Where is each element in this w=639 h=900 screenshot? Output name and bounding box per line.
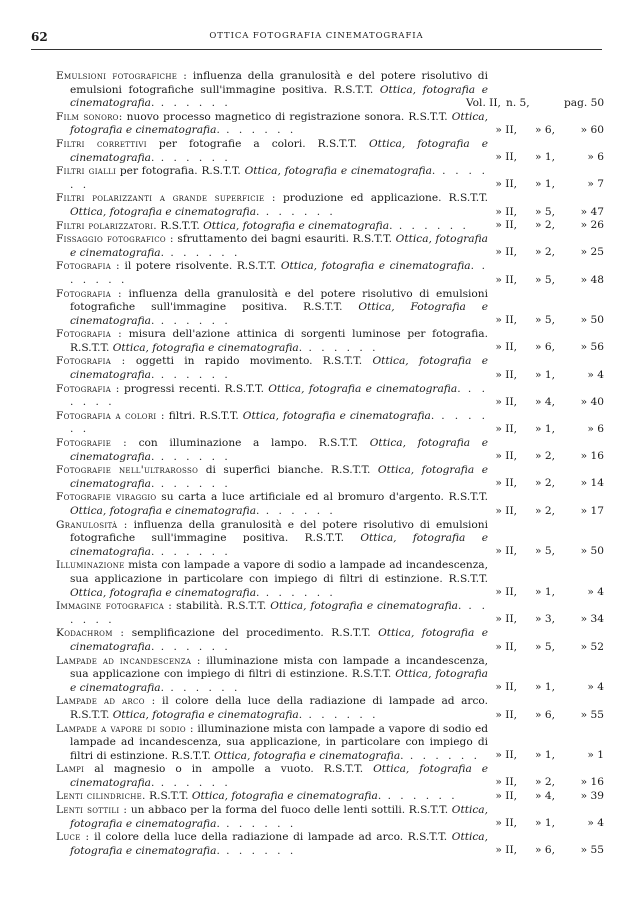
entry-heading: Fotografie :: [56, 437, 127, 450]
index-entry: [56, 627, 606, 654]
entry-reference: [466, 545, 606, 559]
leader-dots: . . . . . .: [302, 708, 379, 721]
issue-number: » 6,: [535, 341, 555, 354]
entry-source: Ottica, fotografia e cinematografia: [112, 341, 299, 354]
leader-dots: . . . . . .: [219, 817, 297, 830]
leader-dots: . . . . . .: [163, 681, 241, 694]
volume: » II,: [495, 749, 517, 762]
entry-heading: Immagine fotografica :: [56, 600, 173, 613]
volume: » II,: [495, 151, 517, 164]
entry-heading: Emulsioni fotografiche :: [56, 70, 188, 82]
issue-number: » 4,: [535, 395, 555, 408]
page-ref: » 25: [580, 246, 604, 259]
page-ref: » 50: [580, 545, 604, 558]
entry-source: Ottica, fotografia e cinematografia: [70, 110, 488, 137]
entry-description: il colore della luce della radiazione di lampade ad arco. R.S.T.T.: [70, 695, 488, 721]
entry-text: Emulsioni fotografiche : influenza della granulosità e del potere risolutivo di emulsioni fotografiche sull'immagine positiva. R.S.T.T. Ottica, fotografia e cinematografia. . . . . . .: [56, 70, 488, 110]
leader-dots: . . . . . .: [70, 382, 488, 409]
entry-description: al magnesio o in ampolle a vuoto. R.S.T.T.: [94, 763, 364, 776]
page-ref: » 4: [587, 817, 604, 830]
entry-reference: [466, 749, 606, 763]
issue-number: » 5,: [535, 640, 555, 653]
entry-reference: [466, 396, 606, 410]
index-entry: [56, 165, 606, 192]
volume: » II,: [495, 586, 517, 599]
volume: » II,: [495, 504, 517, 517]
volume: » II,: [495, 314, 517, 327]
entry-reference: [466, 314, 606, 328]
entry-source: Ottica, fotografia e cinematografia: [242, 409, 431, 422]
entry-source: Ottica, fotografia e cinematografia: [280, 260, 471, 273]
issue-number: » 1,: [535, 423, 555, 436]
entry-text: Immagine fotografica : stabilità. R.S.T.T. Ottica, fotografia e cinematografia. . . . . . .: [56, 600, 488, 626]
leader-dots: . . . . . .: [403, 749, 480, 762]
volume: Vol. II,: [466, 96, 501, 109]
leader-dots: . . . . . .: [219, 844, 297, 857]
page-ref: pag. 50: [564, 96, 605, 109]
volume: » II,: [495, 844, 517, 857]
page-ref: » 52: [580, 640, 604, 653]
entry-reference: [466, 178, 606, 192]
entry-text: Film sonoro: nuovo processo magnetico di registrazione sonora. R.S.T.T. Ottica, fotografia e cinematografia. . . . . . .: [56, 110, 488, 137]
issue-number: » 2,: [535, 504, 555, 517]
entry-description: il colore della luce della radiazione di lampade ad arco. R.S.T.T.: [94, 831, 448, 844]
index-entry: [56, 111, 606, 138]
entry-source: Ottica, fotografia e cinematografia: [70, 464, 488, 490]
volume: » II,: [495, 246, 517, 259]
index-entry: [56, 260, 606, 287]
entry-description: con illuminazione a lampo. R.S.T.T.: [138, 437, 359, 450]
index-entry: [56, 464, 606, 491]
issue-number: » 6,: [535, 708, 555, 721]
index-entry: [56, 519, 606, 560]
leader-dots: . . . . . .: [154, 776, 231, 789]
entry-description: R.S.T.T.: [160, 219, 200, 232]
leader-dots: . . . . . .: [154, 97, 231, 110]
entry-reference: [466, 423, 606, 437]
entry-text: Lampade ad arco : il colore della luce della radiazione di lampade ad arco. R.S.T.T. Ottica, fotografia e cinematografia. . . . . . .: [56, 695, 488, 721]
entry-text: Illuminazione mista con lampade a vapore di sodio a lampade ad incandescenza, sua applicazione in particolare con impiego di filtri di estinzione. R.S.T.T. Ottica, fotografia e cinematografia. . . . . . .: [56, 559, 488, 599]
entry-text: Filtri polarizzanti a grande superficie : produzione ed applicazione. R.S.T.T. Ottica, fotografia e cinematografia. . . . . . .: [56, 192, 489, 218]
entry-description: nuovo processo magnetico di registrazione sonora. R.S.T.T.: [126, 110, 448, 123]
volume: » II,: [495, 395, 517, 408]
leader-dots: . . . . . .: [70, 600, 488, 626]
issue-number: » 1,: [535, 681, 555, 694]
page-number: 62: [31, 30, 48, 44]
volume: » II,: [495, 273, 517, 286]
volume: » II,: [495, 450, 517, 463]
entry-source: Ottica, fotografia e cinematografia: [70, 137, 488, 164]
index-entry: [56, 220, 606, 234]
volume: » II,: [495, 123, 517, 136]
entry-description: semplificazione del procedimento. R.S.T.T.: [131, 627, 371, 640]
issue-number: » 4,: [535, 790, 555, 803]
entry-source: Ottica, fotografia e cinematografia: [203, 219, 390, 232]
index-entry: [56, 491, 606, 518]
entry-heading: Lenti cilindriche.: [56, 790, 146, 803]
leader-dots: . . . . . .: [259, 505, 336, 517]
entry-heading: Fotografia :: [56, 328, 122, 341]
entry-heading: Fotografia :: [56, 382, 120, 395]
entry-description: influenza della granulosità e del potere risolutivo di emulsioni fotografiche sull'immagine positiva. R.S.T.T.: [70, 518, 488, 545]
entry-heading: Illuminazione: [56, 559, 125, 572]
entry-reference: [466, 219, 606, 233]
entry-description: per fotografie a colori. R.S.T.T.: [158, 137, 357, 150]
entry-description: mista con lampade a vapore di sodio a lampade ad incandescenza, sua applicazione in particolare con impiego di filtri di estinzione. R.S.T.T.: [70, 559, 488, 585]
entry-source: Ottica, fotografia e cinematografia: [70, 233, 489, 259]
leader-dots: . . . . . .: [154, 640, 231, 653]
entry-text: Fotografia a colori : filtri. R.S.T.T. Ottica, fotografia e cinematografia. . . . . . .: [56, 409, 488, 436]
page-ref: » 7: [587, 178, 604, 191]
leader-dots: . . . . . .: [154, 369, 231, 382]
leader-dots: . . . . . .: [259, 205, 336, 218]
entry-heading: Fotografia :: [56, 355, 126, 368]
entry-text: Fotografia : il potere risolvente. R.S.T.T. Ottica, fotografia e cinematografia. . . . . . .: [56, 260, 488, 286]
page-ref: » 50: [580, 314, 604, 327]
entry-heading: Lampade ad arco :: [56, 695, 156, 708]
entry-description: sfruttamento dei bagni esauriti. R.S.T.T.: [177, 233, 393, 246]
issue-number: » 2,: [535, 776, 555, 789]
volume: » II,: [495, 790, 517, 803]
entry-heading: Lampade a vapore di sodio :: [56, 722, 194, 735]
entry-description: misura dell'azione attinica di sorgenti luminose per fotografia. R.S.T.T.: [70, 328, 488, 354]
entry-reference: [466, 586, 606, 600]
volume: » II,: [495, 817, 517, 830]
entry-source: Ottica, fotografia e cinematografia: [270, 600, 458, 613]
entry-heading: Fotografie viraggio: [56, 491, 157, 504]
entry-reference: [466, 790, 606, 804]
leader-dots: . . . . . .: [154, 314, 231, 327]
page-ref: » 6: [587, 151, 604, 164]
issue-number: » 1,: [535, 749, 555, 762]
entry-text: Fotografie viraggio su carta a luce artificiale ed al bromuro d'argento. R.S.T.T. Ottica, fotografia e cinematografia. . . . . . .: [56, 491, 488, 517]
leader-dots: . . . . . .: [302, 341, 379, 354]
entry-reference: [466, 450, 606, 464]
entry-text: Lampi al magnesio o in ampolle a vuoto. R.S.T.T. Ottica, fotografia e cinematografia. . . . . . .: [56, 763, 489, 789]
index-entry: [56, 790, 606, 804]
entry-reference: [466, 613, 606, 627]
index-entry: [56, 288, 606, 329]
page-ref: » 56: [580, 341, 604, 354]
page-ref: » 34: [580, 613, 604, 626]
entry-heading: Fotografia :: [56, 287, 122, 300]
entry-description: illuminazione mista con lampade a incandescenza, sua applicazione con impiego di filtri di estinzione. R.S.T.T.: [70, 654, 489, 681]
issue-number: » 1,: [535, 368, 555, 381]
entry-description: il potere risolvente. R.S.T.T.: [124, 260, 277, 273]
entry-text: Fissaggio fotografico : sfruttamento dei bagni esauriti. R.S.T.T. Ottica, fotografia e cinematografia. . . . . . .: [56, 233, 489, 259]
entry-text: Filtri gialli per fotografia. R.S.T.T. Ottica, fotografia e cinematografia. . . . . . .: [56, 165, 488, 191]
entry-text: Fotografia : influenza della granulosità e del potere risolutivo di emulsioni fotografiche sull'immagine positiva. R.S.T.T. Ottica, Fotografia e cinematografia. . . . . . .: [56, 287, 489, 327]
volume: » II,: [495, 776, 517, 789]
entry-description: su carta a luce artificiale ed al bromuro d'argento. R.S.T.T.: [161, 491, 488, 504]
entry-text: Lampade a vapore di sodio : illuminazione mista con lampade a vapore di sodio ed lampade ad incandescenza, sua applicazione, in particolare con impiego di filtri di estinzione. R.S.T.T. Ottica, fotografia e cinematografia. . . . . . .: [56, 722, 489, 762]
issue-number: » 2,: [535, 450, 555, 463]
page-ref: » 14: [580, 477, 604, 490]
issue-number: » 5,: [535, 205, 555, 218]
issue-number: » 2,: [535, 477, 555, 490]
entry-source: Ottica, fotografia e cinematografia: [70, 763, 489, 789]
issue-number: » 5,: [535, 314, 555, 327]
page-ref: » 60: [580, 123, 604, 136]
entry-heading: Fotografia a colori :: [56, 409, 165, 422]
page-ref: » 55: [580, 844, 604, 857]
page-ref: » 4: [587, 681, 604, 694]
leader-dots: . . . . . .: [70, 165, 488, 191]
entry-description: un abbaco per la forma del fuoco delle lenti sottili. R.S.T.T.: [130, 804, 449, 817]
issue-number: » 2,: [535, 246, 555, 259]
page-ref: » 39: [580, 790, 604, 803]
volume: » II,: [495, 613, 517, 626]
entry-text: Lenti sottili : un abbaco per la forma del fuoco delle lenti sottili. R.S.T.T. Ottica, fotografia e cinematografia. . . . . . .: [56, 804, 488, 830]
index-entry: [56, 328, 606, 355]
volume: » II,: [495, 368, 517, 381]
entry-text: Kodachrom : semplificazione del procedimento. R.S.T.T. Ottica, fotografia e cinematografia. . . . . . .: [56, 627, 489, 653]
entry-source: Ottica, fotografia e cinematografia: [268, 382, 458, 395]
entry-description: R.S.T.T.: [149, 790, 189, 803]
index-entry: [56, 804, 606, 831]
entry-text: Luce : il colore della luce della radiazione di lampade ad arco. R.S.T.T. Ottica, fotografia e cinematografia. . . . . . .: [56, 831, 488, 857]
page-ref: » 4: [587, 586, 604, 599]
issue-number: » 1,: [535, 178, 555, 191]
page-ref: » 26: [580, 219, 604, 232]
entry-heading: Fissaggio fotografico :: [56, 233, 174, 246]
index-entry: [56, 723, 606, 764]
entry-source: Ottica, fotografia e cinematografia: [70, 627, 489, 653]
entry-reference: [466, 505, 606, 519]
index-entry: [56, 383, 606, 410]
index-entry: [56, 410, 606, 437]
entry-heading: Kodachrom :: [56, 627, 125, 640]
index-entry: [56, 138, 606, 165]
entry-heading: Fotografie nell'ultrarosso: [56, 464, 199, 477]
entry-source: Ottica, fotografia e cinematografia: [70, 437, 488, 463]
page-ref: » 55: [580, 708, 604, 721]
entry-text: Filtri correttivi per fotografie a colori. R.S.T.T. Ottica, fotografia e cinematografia. . . . . . .: [56, 137, 488, 164]
running-title: OTTICA FOTOGRAFIA CINEMATOGRAFIA: [209, 31, 424, 41]
leader-dots: . . . . . .: [70, 260, 488, 286]
issue-number: » 1,: [535, 817, 555, 830]
volume: » II,: [495, 423, 517, 436]
entry-source: Ottica, fotografia e cinematografia: [214, 749, 401, 762]
entry-source: Ottica, fotografia e cinematografia: [244, 165, 432, 178]
entry-description: oggetti in rapido movimento. R.S.T.T.: [135, 355, 363, 368]
page-ref: » 6: [587, 423, 604, 436]
entry-source: Ottica, fotografia e cinematografia: [70, 532, 488, 558]
index-entry: [56, 70, 606, 111]
entry-heading: Lenti sottili :: [56, 804, 128, 817]
index-entry: [56, 559, 606, 600]
page-ref: » 47: [580, 205, 604, 218]
entry-description: produzione ed applicazione. R.S.T.T.: [283, 192, 489, 205]
volume: » II,: [495, 219, 517, 232]
volume: » II,: [495, 640, 517, 653]
leader-dots: . . . . . .: [154, 545, 231, 558]
index-entry: [56, 355, 606, 382]
issue-number: » 5,: [535, 273, 555, 286]
page-ref: » 16: [580, 450, 604, 463]
entry-source: Ottica, fotografia e cinematografia: [70, 586, 257, 599]
entry-heading: Granulosità :: [56, 518, 128, 531]
entry-reference: [466, 97, 606, 111]
entry-heading: Filtri polarizzatori.: [56, 219, 157, 232]
entry-heading: Filtri gialli: [56, 165, 117, 178]
entry-reference: [466, 151, 606, 165]
entry-reference: [466, 776, 606, 790]
entry-source: Ottica, fotografia e cinematografia: [191, 790, 378, 803]
entry-source: Ottica, fotografia e cinematografia: [70, 668, 488, 694]
entry-description: filtri. R.S.T.T.: [168, 409, 239, 422]
entry-description: influenza della granulosità e del potere risolutivo di emulsioni fotografiche sull'immagine positiva. R.S.T.T.: [70, 70, 488, 96]
entry-heading: Filtri correttivi: [56, 137, 147, 150]
volume: » II,: [495, 477, 517, 490]
entry-description: progressi recenti. R.S.T.T.: [123, 382, 264, 395]
index-entry: [56, 233, 606, 260]
page-ref: » 16: [580, 776, 604, 789]
index-entry: [56, 192, 606, 219]
entry-reference: [466, 246, 606, 260]
issue-number: » 1,: [535, 151, 555, 164]
entry-source: Ottica, fotografia e cinematografia: [112, 708, 299, 721]
volume: » II,: [495, 681, 517, 694]
page-ref: » 1: [587, 749, 604, 762]
entry-heading: Lampi: [56, 763, 85, 776]
page-ref: » 48: [580, 273, 604, 286]
leader-dots: . . . . . .: [154, 477, 231, 490]
leader-dots: . . . . . .: [219, 124, 297, 137]
entry-reference: [466, 681, 606, 695]
index-entry: [56, 437, 606, 464]
entry-source: Ottica, fotografia e cinematografia: [70, 505, 257, 517]
entry-reference: [466, 341, 606, 355]
entry-reference: [466, 274, 606, 288]
issue-number: n. 5,: [506, 96, 530, 109]
page-ref: » 4: [587, 368, 604, 381]
entry-description: per fotografia. R.S.T.T.: [119, 165, 241, 178]
entry-reference: [466, 124, 606, 138]
running-header: [31, 30, 602, 46]
entry-text: Fotografie nell'ultrarosso di superfici bianche. R.S.T.T. Ottica, fotografia e cinematografia. . . . . . .: [56, 464, 488, 490]
volume: » II,: [495, 205, 517, 218]
entry-source: Ottica, fotografia e cinematografia: [70, 83, 488, 110]
volume: » II,: [495, 545, 517, 558]
issue-number: » 3,: [535, 613, 555, 626]
leader-dots: . . . . . .: [163, 246, 241, 259]
entry-source: Ottica, Fotografia e cinematografia: [70, 301, 489, 327]
leader-dots: . . . . . .: [381, 790, 458, 803]
entry-heading: Film sonoro:: [56, 110, 123, 123]
entry-reference: [466, 206, 606, 220]
entry-source: Ottica, fotografia e cinematografia: [70, 831, 488, 857]
entry-reference: [466, 369, 606, 383]
page-ref: » 17: [580, 504, 604, 517]
header-rule: [31, 49, 602, 50]
volume: » II,: [495, 341, 517, 354]
issue-number: » 6,: [535, 123, 555, 136]
issue-number: » 2,: [535, 219, 555, 232]
entry-description: stabilità. R.S.T.T.: [176, 600, 267, 613]
index-entry: [56, 695, 606, 722]
issue-number: » 5,: [535, 545, 555, 558]
entry-reference: [466, 477, 606, 491]
entry-text: Fotografia : misura dell'azione attinica di sorgenti luminose per fotografia. R.S.T.T. Ottica, fotografia e cinematografia. . . . . . .: [56, 328, 488, 354]
index-entry: [56, 655, 606, 696]
index-entries: [56, 70, 606, 858]
entry-reference: [466, 709, 606, 723]
entry-reference: [466, 641, 606, 655]
volume: » II,: [495, 178, 517, 191]
entry-description: influenza della granulosità e del potere risolutivo di emulsioni fotografiche sull'immagine positiva. R.S.T.T.: [70, 287, 488, 314]
entry-reference: [466, 844, 606, 858]
entry-heading: Lampade ad incandescenza :: [56, 654, 201, 667]
index-entry: [56, 763, 606, 790]
index-entry: [56, 600, 606, 627]
entry-description: di superfici bianche. R.S.T.T.: [205, 464, 371, 477]
issue-number: » 6,: [535, 844, 555, 857]
leader-dots: . . . . . .: [259, 586, 336, 599]
leader-dots: . . . . . .: [70, 409, 488, 436]
entry-heading: Luce :: [56, 831, 90, 844]
entry-text: Fotografie : con illuminazione a lampo. R.S.T.T. Ottica, fotografia e cinematografia. . . . . . .: [56, 437, 488, 463]
page-ref: » 40: [580, 395, 604, 408]
leader-dots: . . . . . .: [154, 450, 231, 463]
entry-reference: [466, 817, 606, 831]
entry-text: Lampade ad incandescenza : illuminazione mista con lampade a incandescenza, sua applicazione con impiego di filtri di estinzione. R.S.T.T. Ottica, fotografia e cinematografia. . . . . . .: [56, 654, 489, 694]
issue-number: » 1,: [535, 586, 555, 599]
entry-heading: Fotografia :: [56, 260, 120, 273]
volume: » II,: [495, 708, 517, 721]
leader-dots: . . . . . .: [392, 219, 469, 232]
entry-source: Ottica, fotografia e cinematografia: [70, 355, 488, 382]
entry-heading: Filtri polarizzanti a grande superficie :: [56, 192, 276, 205]
entry-text: Granulosità : influenza della granulosità e del potere risolutivo di emulsioni fotografiche sull'immagine positiva. R.S.T.T. Ottica, fotografia e cinematografia. . . . . . .: [56, 518, 488, 558]
leader-dots: . . . . . .: [154, 151, 231, 164]
index-entry: [56, 831, 606, 858]
entry-text: Fotografia : progressi recenti. R.S.T.T. Ottica, fotografia e cinematografia. . . . . . .: [56, 382, 488, 409]
entry-description: illuminazione mista con lampade a vapore di sodio ed lampade ad incandescenza, sua applicazione, in particolare con impiego di filtri di estinzione. R.S.T.T.: [70, 722, 489, 762]
entry-source: Ottica, fotografia e cinematografia: [70, 205, 257, 218]
entry-text: Fotografia : oggetti in rapido movimento. R.S.T.T. Ottica, fotografia e cinematografia. . . . . . .: [56, 355, 488, 382]
entry-text: Filtri polarizzatori. R.S.T.T. Ottica, fotografia e cinematografia. . . . . . .: [56, 219, 469, 232]
entry-text: Lenti cilindriche. R.S.T.T. Ottica, fotografia e cinematografia. . . . . . .: [56, 790, 458, 803]
entry-source: Ottica, fotografia e cinematografia: [70, 804, 488, 830]
